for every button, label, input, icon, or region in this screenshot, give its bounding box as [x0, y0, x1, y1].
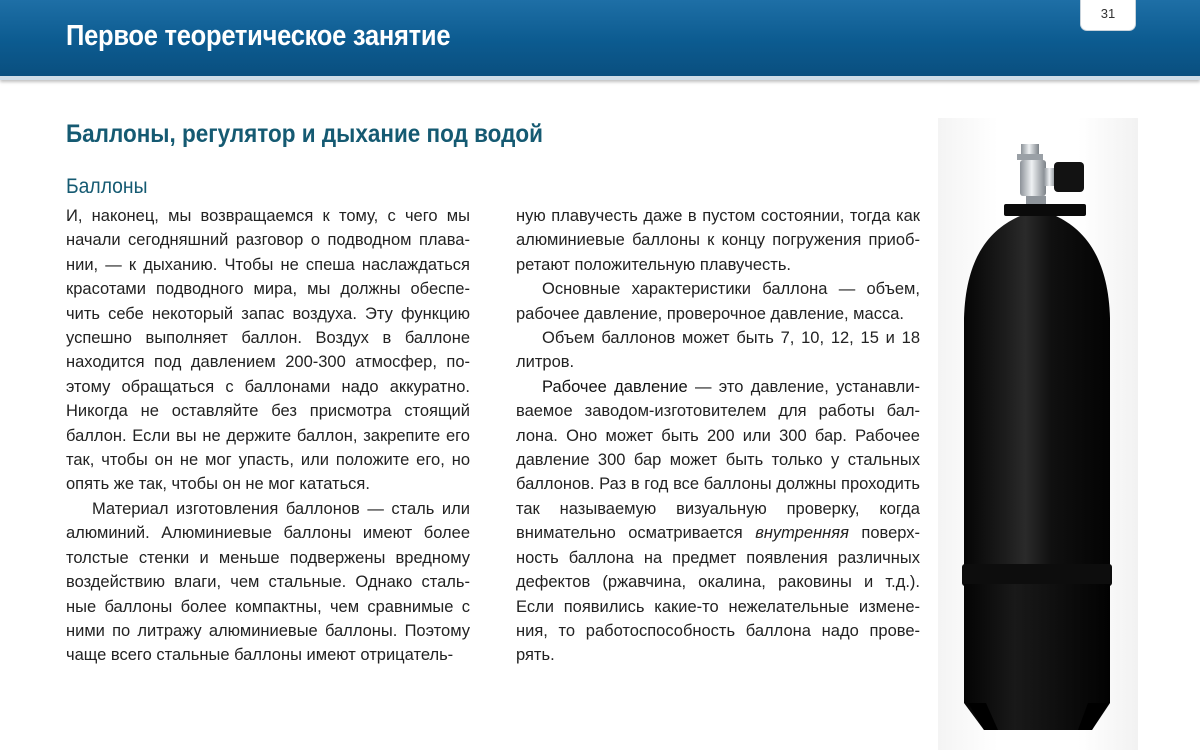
paragraph: Основные характеристики баллона — объем, рабочее давление, проверочное давление, масса.	[516, 280, 920, 323]
scuba-tank-illustration	[938, 118, 1138, 750]
paragraph-text: поверхность баллона на предмет появления различных дефектов (ржавчина, окалина, раковины и т.д.). Если появились какие-то нежелательные изменения, то работоспособность баллона надо проверять.	[516, 524, 920, 665]
paragraph-text: — это давление, устанавливаемое заводом-изготовителем для работы баллона. Оно может быть 200 или 300 бар. Рабочее давление 300 бар может быть только у стальных баллонов. Раз в год все баллоны должны проходить так называемую визуальную проверку, когда внимательно осматривается	[516, 377, 920, 543]
paragraph: Материал изготовления баллонов — сталь или алюминий. Алюминиевые баллоны имеют более толстые стенки и меньше подвержены вредному воздействию влаги, чем стальные. Однако стальные баллоны более компактны, чем сравнимые с ними по литражу алюминиевые баллоны. Поэтому чаще всего стальные баллоны имеют отрицатель-	[66, 499, 470, 665]
text-column-left	[66, 204, 470, 668]
chapter-title: Первое теоретическое занятие	[66, 20, 451, 52]
page-number: 31	[1080, 0, 1136, 31]
tank-neck-ring	[1004, 204, 1086, 216]
tank-valve	[1017, 144, 1084, 206]
paragraph: ную плавучесть даже в пустом состоянии, тогда как алюминиевые баллоны к концу погружения приобретают положительную плавучесть.	[516, 207, 920, 274]
text-column-right	[516, 204, 920, 668]
emphasis: внутренняя	[755, 524, 849, 543]
subsection-title: Баллоны	[66, 175, 148, 198]
paragraph	[516, 375, 920, 668]
paragraph: Объем баллонов может быть 7, 10, 12, 15 и 18 литров.	[516, 329, 920, 372]
tank-boot	[962, 564, 1112, 730]
paragraph: И, наконец, мы возвращаемся к тому, с чего мы начали сегодняшний разговор о подводном плавании, — к дыханию. Чтобы не спеша наслаждаться красотами подводного мира, мы должны обеспечить себе некоторый запас воздуха. Эту функцию успешно выполняет баллон. Воздух в баллоне находится под давлением 200-300 атмосфер, поэтому обращаться с баллонами надо аккуратно. Никогда не оставляйте без присмотра стоящий баллон. Если вы не держите баллон, закрепите его так, чтобы он не мог упасть, или положите его, но опять же так, чтобы он не мог кататься.	[66, 207, 470, 494]
page-header	[0, 0, 1200, 80]
section-title: Баллоны, регулятор и дыхание под водой	[66, 120, 543, 148]
defined-term: Рабочее давление	[542, 377, 688, 396]
scuba-tank-photo	[938, 118, 1138, 750]
